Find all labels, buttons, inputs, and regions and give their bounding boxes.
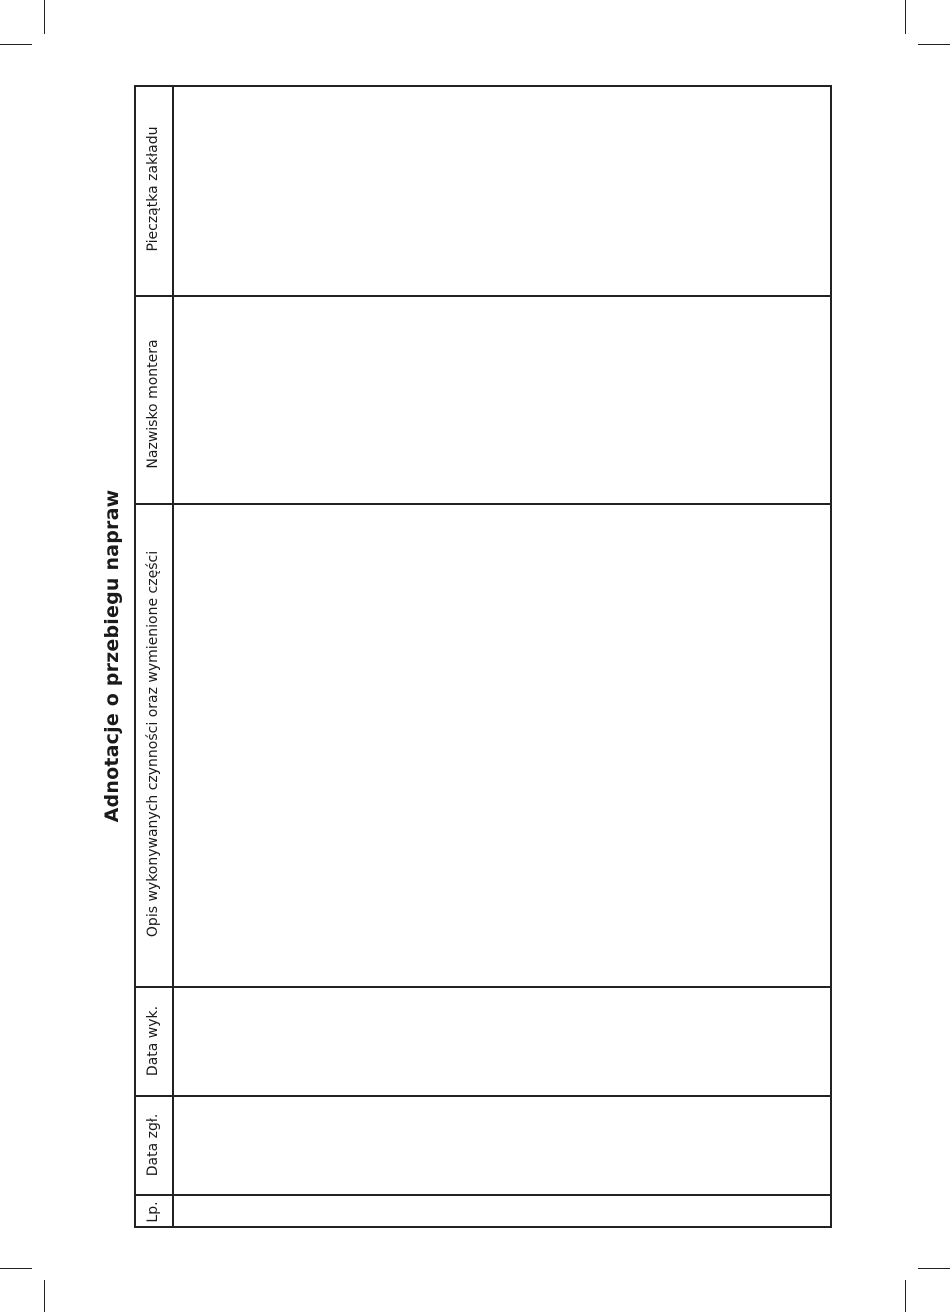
header-data-wyk: Data wyk. <box>145 1005 161 1077</box>
crop-mark <box>44 0 45 34</box>
crop-mark <box>905 1280 906 1312</box>
crop-mark <box>44 1280 45 1312</box>
crop-mark <box>0 1268 32 1269</box>
crop-mark <box>0 44 32 45</box>
cell-data-wyk[interactable] <box>174 988 830 1095</box>
cell-nazwisko[interactable] <box>174 297 830 503</box>
header-pieczatka: Pieczątka zakładu <box>145 126 161 252</box>
crop-mark <box>905 0 906 34</box>
cell-lp[interactable] <box>174 1196 830 1226</box>
crop-mark <box>918 1268 950 1269</box>
header-lp: Lp. <box>145 1201 161 1223</box>
cell-opis[interactable] <box>174 505 830 986</box>
header-data-zgl: Data zgł. <box>145 1113 161 1177</box>
page-title: Adnotacje o przebiegu napraw <box>101 489 123 823</box>
header-nazwisko: Nazwisko montera <box>145 339 161 469</box>
header-opis: Opis wykonywanych czynności oraz wymienione części <box>145 550 161 938</box>
crop-mark <box>918 44 950 45</box>
cell-data-zgl[interactable] <box>174 1097 830 1194</box>
cell-pieczatka[interactable] <box>174 87 830 295</box>
